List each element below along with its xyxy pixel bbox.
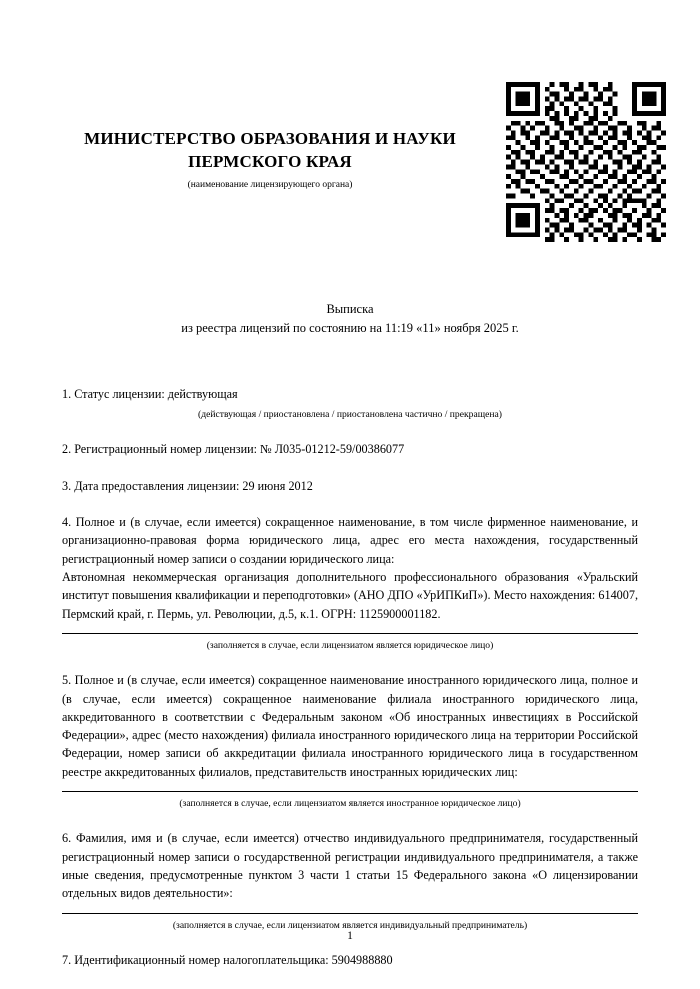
document-body [62,300,638,969]
section-status-note: (действующая / приостановлена / приостановлена частично / прекращена) [198,409,502,421]
section-registration-number [62,440,638,458]
section-individual-entrepreneur-text: 6. Фамилия, имя и (в случае, если имеется) отчество индивидуального предпринимателя, государственный регистрационный номер записи о государственной регистрации индивидуального предпринимателя, а также иные сведения, предусмотренные пунктом 3 части 1 статьи 15 Федерального закона «О лицензировании отдельных видов деятельности»: [62,831,638,901]
organization-title-line1: МИНИСТЕРСТВО ОБРАЗОВАНИЯ И НАУКИ [84,129,456,148]
organization-title-line2: ПЕРМСКОГО КРАЯ [188,151,352,171]
section-taxpayer-id-text: 7. Идентификационный номер налогоплательщика: 5904988880 [62,952,393,967]
document-title-line2: из реестра лицензий по состоянию на 11:19 «11» ноября 2025 г. [181,321,519,336]
section-legal-entity-text: 4. Полное и (в случае, если имеется) сокращенное наименование, в том числе фирменное наименование, и организационно-правовая форма юридического лица, адрес его места нахождения, государственный регистрационный номер записи о создании юридического лица: [62,515,638,566]
section-individual-entrepreneur-rule [62,913,638,914]
section-license-date [62,477,638,495]
section-status [62,385,638,423]
section-foreign-entity-text: 5. Полное и (в случае, если имеется) сокращенное наименование иностранного юридического лица, полное и (в случае, если имеется) сокращенное наименование филиала иностранного юридического лица, аккредитованного в соответствии с Федеральным законом «Об иностранных инвестициях в Российской Федерации», адрес (место нахождения) филиала иностранного юридического лица на территории Российской Федерации, номер записи об аккредитации филиала иностранного юридического лица в государственном реестре аккредитованных филиалов, представительств иностранных юридических лиц: [62,673,638,779]
section-foreign-entity-rule [62,791,638,792]
organization-subtitle: (наименование лицензирующего органа) [187,179,353,190]
section-individual-entrepreneur [62,829,638,933]
document-header [40,128,500,190]
section-legal-entity [62,513,638,653]
qr-code-icon [506,82,666,242]
section-legal-entity-note: (заполняется в случае, если лицензиатом является юридическое лицо) [206,639,494,651]
section-foreign-entity [62,671,638,811]
page-number: 1 [347,930,353,942]
document-title-line1: Выписка [326,302,374,316]
section-taxpayer-id [62,951,638,969]
section-registration-number-text: 2. Регистрационный номер лицензии: № Л035-01212-59/00386077 [62,442,405,457]
section-legal-entity-value: Автономная некоммерческая организация дополнительного профессионального образования «Уральский институт повышения квалификации и переподготовки» (АНО ДПО «УрИПКиП»). Место нахождения: 614007, Пермский край, г. Пермь, ул. Революции, д.5, к.1. ОГРН: 1125900001182. [62,569,638,621]
organization-title [40,128,500,174]
section-license-date-text: 3. Дата предоставления лицензии: 29 июня 2012 [62,478,313,493]
section-status-text: 1. Статус лицензии: действующая [62,386,238,401]
section-legal-entity-rule [62,633,638,634]
section-foreign-entity-note: (заполняется в случае, если лицензиатом является иностранное юридическое лицо) [179,797,521,809]
section-individual-entrepreneur-note: (заполняется в случае, если лицензиатом является индивидуальный предприниматель) [172,919,528,931]
document-title [62,300,638,339]
